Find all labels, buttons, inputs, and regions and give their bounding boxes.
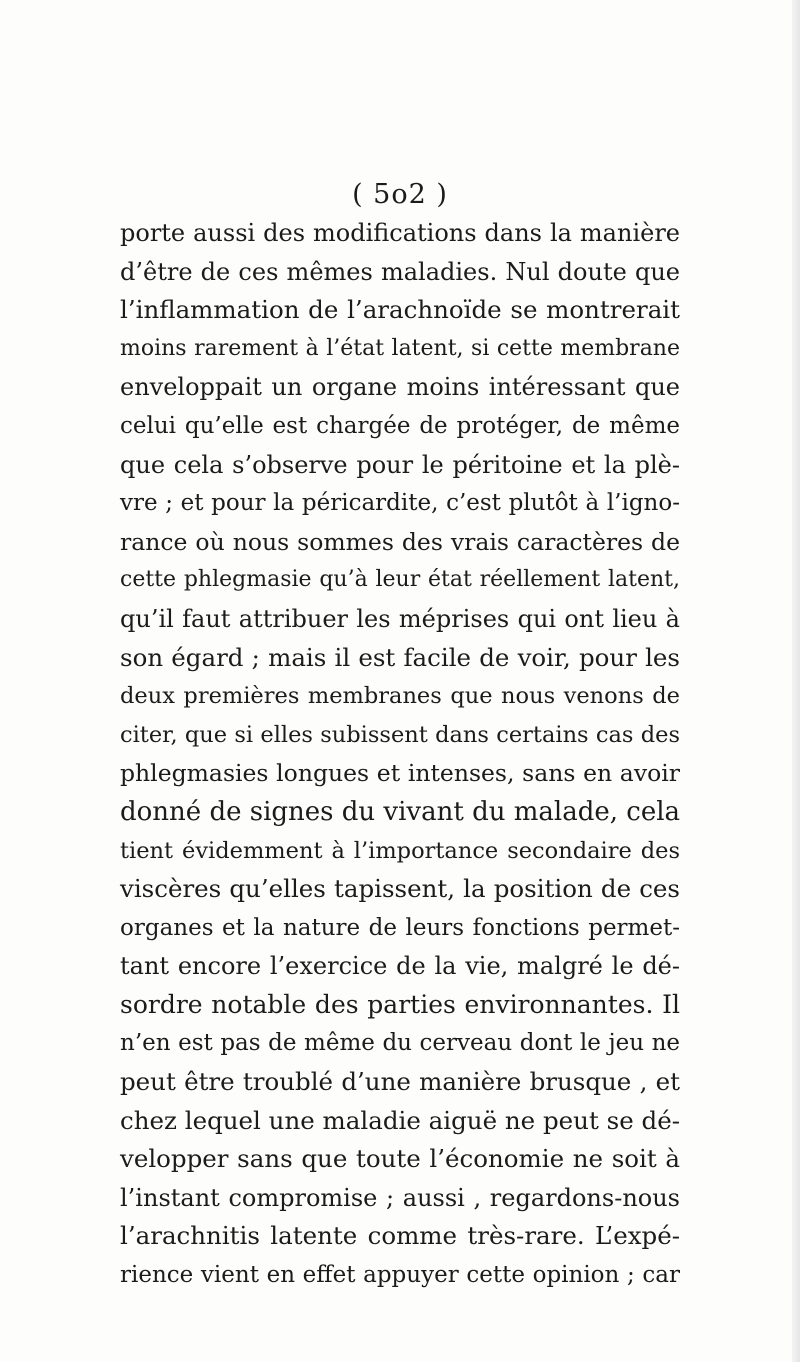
text-line: celui qu’elle est chargée de protéger, de même bbox=[120, 412, 680, 439]
text-line: chez lequel une maladie aiguë ne peut se dé- bbox=[120, 1105, 680, 1135]
text-line: que cela s’observe pour le péritoine et la plè- bbox=[120, 450, 680, 479]
text-line: rance où nous sommes des vrais caractères de bbox=[120, 527, 680, 556]
text-line: n’en est pas de même du cerveau dont le jeu ne bbox=[120, 1030, 680, 1057]
text-line: l’arachnitis latente comme très-rare. L’expé- bbox=[120, 1221, 680, 1251]
text-line: donné de signes du vivant du malade, cela bbox=[120, 796, 681, 827]
text-line: phlegmasies longues et intenses, sans en avoir bbox=[120, 759, 680, 788]
text-line: porte aussi des modifications dans la manière bbox=[120, 219, 680, 247]
body-text bbox=[120, 214, 680, 1295]
text-line: d’être de ces mêmes maladies. Nul doute que bbox=[120, 257, 680, 286]
text-line: l’instant compromise ; aussi , regardons-nous bbox=[120, 1183, 680, 1212]
page-number: ( 5o2 ) bbox=[352, 179, 448, 210]
text-line: qu’il faut attribuer les méprises qui ont lieu à bbox=[120, 604, 680, 633]
text-line: deux premières membranes que nous venons de bbox=[120, 683, 680, 710]
text-line: velopper sans que toute l’économie ne soit à bbox=[120, 1144, 680, 1174]
text-line: viscères qu’elles tapissent, la position de ces bbox=[120, 874, 680, 904]
text-line: son égard ; mais il est facile de voir, pour les bbox=[120, 642, 680, 672]
text-line: citer, que si elles subissent dans certains cas des bbox=[120, 721, 680, 748]
text-line: moins rarement à l’état latent, si cette membrane bbox=[120, 335, 680, 361]
text-line: cette phlegmasie qu’à leur état réellement latent, bbox=[120, 567, 680, 593]
text-line: tient évidemment à l’importance secondaire des bbox=[120, 837, 680, 864]
text-line: organes et la nature de leurs fonctions permet- bbox=[120, 914, 680, 941]
text-line: rience vient en effet appuyer cette opinion ; car bbox=[120, 1262, 680, 1289]
text-line: peut être troublé d’une manière brusque , et bbox=[120, 1067, 680, 1097]
text-line: sordre notable des parties environnantes. Il bbox=[120, 989, 680, 1019]
text-line: tant encore l’exercice de la vie, malgré le dé- bbox=[120, 952, 680, 981]
text-line: l’inflammation de l’arachnoïde se montrerait bbox=[120, 295, 680, 325]
text-line: vre ; et pour la péricardite, c’est plutôt à l’igno- bbox=[120, 490, 680, 517]
text-line: enveloppait un organe moins intéressant que bbox=[120, 373, 680, 402]
